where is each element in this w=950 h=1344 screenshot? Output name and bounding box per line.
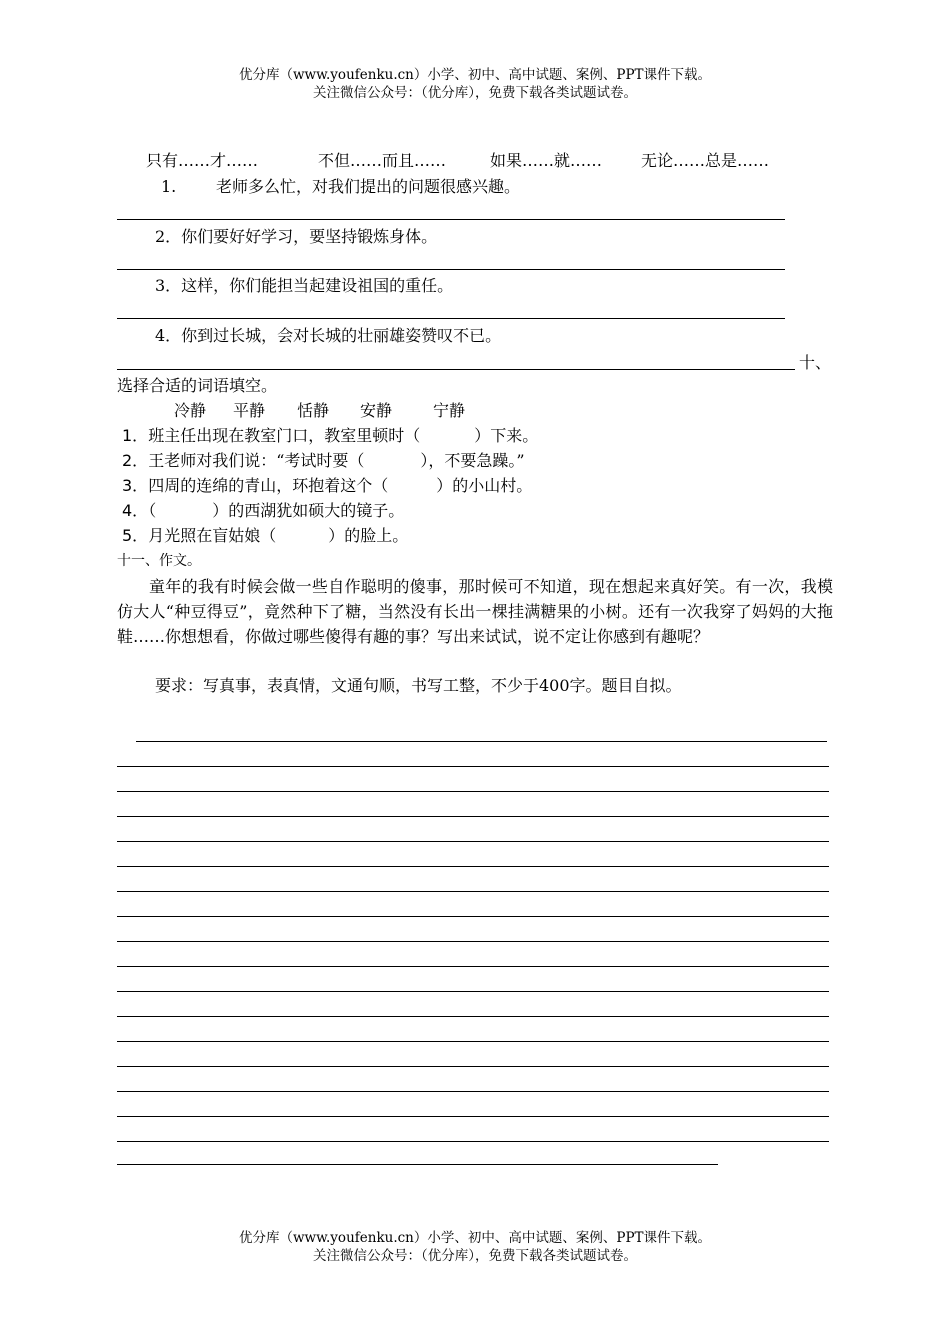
fill-item-5-number: 5． <box>122 526 149 545</box>
fill-item-2-number: 2． <box>122 451 149 470</box>
question-3-text: 3．这样，你们能担当起建设祖国的重任。 <box>155 276 454 295</box>
section-10-heading: 选择合适的词语填空。 <box>117 376 278 395</box>
option-1: 只有……才…… <box>146 151 259 170</box>
fill-item-5 <box>122 526 408 546</box>
writing-line[interactable] <box>117 866 829 867</box>
section-11-heading: 十一、作文。 <box>117 553 201 569</box>
writing-line[interactable] <box>136 741 827 742</box>
fill-item-1-before: 班主任出现在教室门口，教室里顿时（ <box>148 426 421 445</box>
word-option-4: 安静 <box>360 401 393 420</box>
writing-line[interactable] <box>117 991 829 992</box>
answer-line-2[interactable] <box>117 269 785 270</box>
writing-line[interactable] <box>117 1116 829 1117</box>
fill-item-3 <box>122 476 532 496</box>
writing-line[interactable] <box>117 766 829 767</box>
writing-line[interactable] <box>117 1091 829 1092</box>
question-1-text: 老师多么忙，对我们提出的问题很感兴趣。 <box>216 177 521 196</box>
header-line-2: 关注微信公众号：（优分库），免费下载各类试题试卷。 <box>313 85 637 101</box>
question-1-number: 1. <box>161 177 177 196</box>
fill-item-3-before: 四周的连绵的青山，环抱着这个（ <box>148 476 389 495</box>
fill-item-4 <box>122 501 404 521</box>
writing-line[interactable] <box>117 1016 829 1017</box>
writing-line[interactable] <box>117 1141 829 1142</box>
section-10-heading-number: 十、 <box>799 353 832 372</box>
fill-item-4-after: ）的西湖犹如硕大的镜子。 <box>212 501 405 520</box>
fill-item-2-after: ），不要急躁。” <box>420 451 525 470</box>
footer-line-1: 优分库（www.youfenku.cn）小学、初中、高中试题、案例、PPT课件下载。 <box>238 1230 712 1246</box>
header-line-1: 优分库（www.youfenku.cn）小学、初中、高中试题、案例、PPT课件下载。 <box>238 67 712 83</box>
writing-line[interactable] <box>117 891 829 892</box>
answer-line-4[interactable] <box>117 369 795 370</box>
footer-line-2: 关注微信公众号：（优分库），免费下载各类试题试卷。 <box>313 1248 637 1264</box>
question-2-text: 2．你们要好好学习，要坚持锻炼身体。 <box>155 227 438 246</box>
option-4: 无论……总是…… <box>641 151 770 170</box>
word-option-5: 宁静 <box>433 401 466 420</box>
essay-prompt: 童年的我有时候会做一些自作聪明的傻事，那时候可不知道，现在想起来真好笑。有一次，我模仿大人“种豆得豆”，竟然种下了糖，当然没有长出一棵挂满糖果的小树。还有一次我穿了妈妈的大拖鞋……你想想看，你做过哪些傻得有趣的事？写出来试试，说不定让你感到有趣呢？ <box>117 577 833 646</box>
essay-requirements: 要求：写真事，表真情，文通句顺，书写工整，不少于400字。题目自拟。 <box>155 676 682 695</box>
option-2: 不但……而且…… <box>318 151 447 170</box>
writing-line[interactable] <box>117 941 829 942</box>
fill-item-3-after: ）的小山村。 <box>436 476 533 495</box>
fill-item-1-number: 1． <box>122 426 149 445</box>
writing-line[interactable] <box>117 1066 829 1067</box>
writing-line[interactable] <box>117 791 829 792</box>
writing-line[interactable] <box>117 841 829 842</box>
fill-item-4-number: 4． <box>122 501 149 520</box>
question-4-text: 4．你到过长城，会对长城的壮丽雄姿赞叹不已。 <box>155 326 502 345</box>
writing-line[interactable] <box>117 816 829 817</box>
writing-line[interactable] <box>117 916 829 917</box>
answer-line-3[interactable] <box>117 318 785 319</box>
writing-line-last[interactable] <box>117 1164 718 1165</box>
fill-item-2-before: 王老师对我们说：“考试时要（ <box>148 451 365 470</box>
word-option-1: 冷静 <box>174 401 207 420</box>
answer-line-1[interactable] <box>117 219 785 220</box>
fill-item-2 <box>122 451 525 471</box>
writing-line[interactable] <box>117 966 829 967</box>
word-option-2: 平静 <box>233 401 266 420</box>
fill-item-1 <box>122 426 538 446</box>
fill-item-5-after: ）的脸上。 <box>328 526 409 545</box>
word-option-3: 恬静 <box>297 401 330 420</box>
writing-line[interactable] <box>117 1041 829 1042</box>
fill-item-4-before: （ <box>148 501 157 520</box>
option-3: 如果……就…… <box>490 151 603 170</box>
fill-item-3-number: 3． <box>122 476 149 495</box>
fill-item-5-before: 月光照在盲姑娘（ <box>148 526 277 545</box>
fill-item-1-after: ）下来。 <box>474 426 539 445</box>
